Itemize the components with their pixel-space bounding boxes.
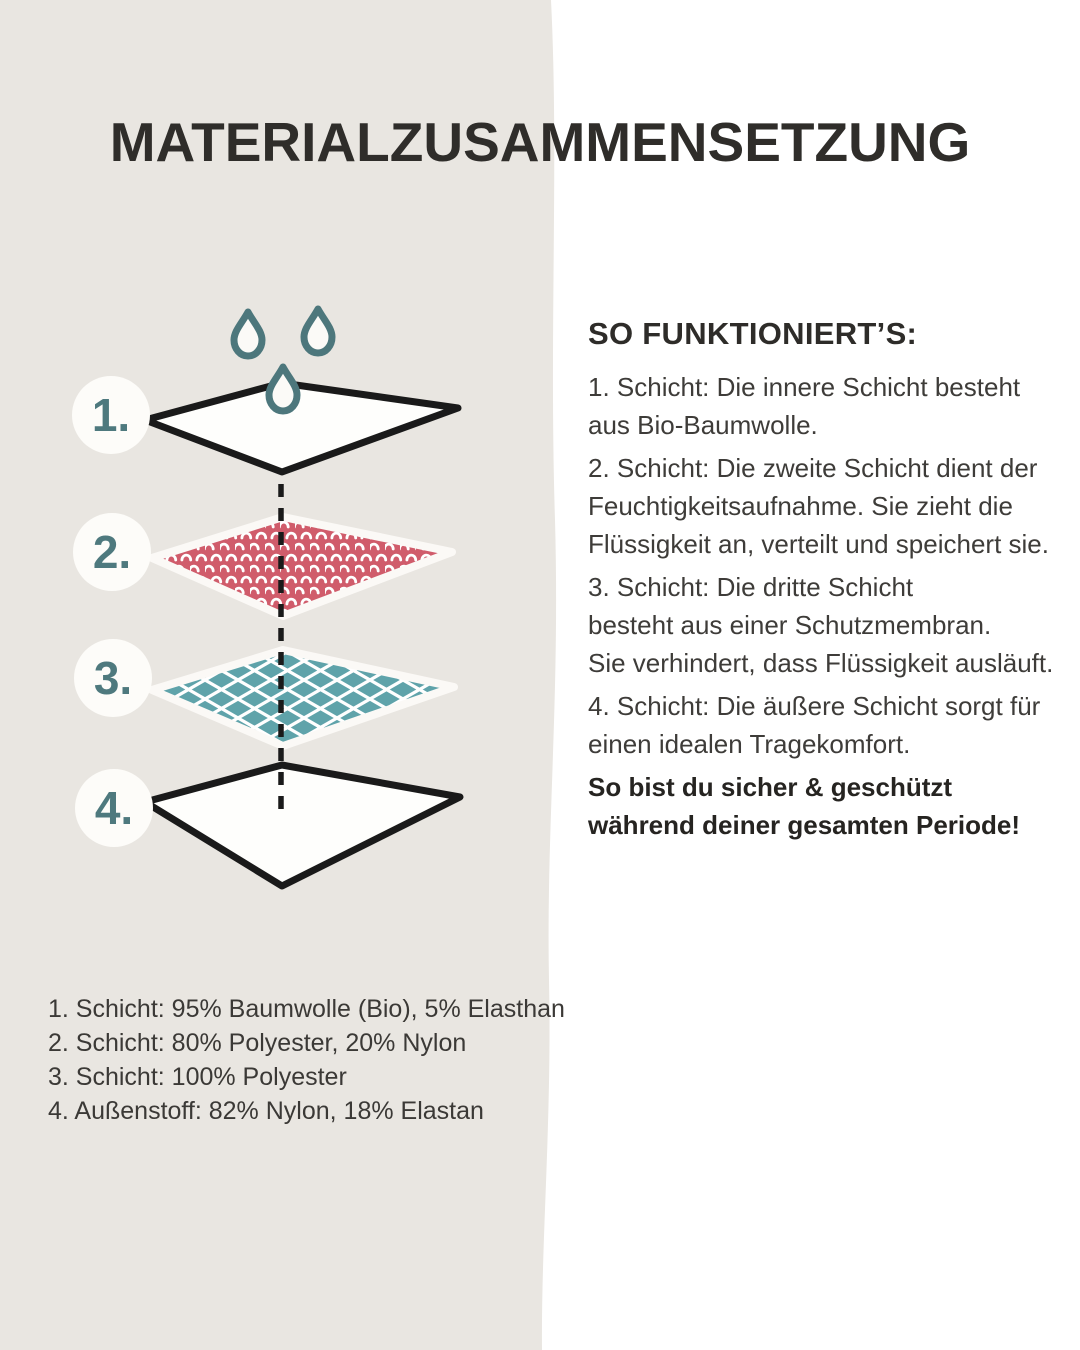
description-line: 2. Schicht: Die zweite Schicht dient der <box>588 453 1038 483</box>
how-it-works-section <box>588 316 1070 849</box>
badge-label-4: 4. <box>94 782 134 834</box>
layer-3-sheet <box>152 650 454 746</box>
description-line: besteht aus einer Schutzmembran. <box>588 610 992 640</box>
layer-1-sheet <box>145 383 458 472</box>
badge-label-3: 3. <box>93 652 133 704</box>
description-line: einen idealen Tragekomfort. <box>588 729 911 759</box>
layer-badges <box>72 376 153 847</box>
water-drop-icon <box>304 309 332 353</box>
layer-diagram <box>40 300 510 900</box>
description-line: 4. Schicht: Die äußere Schicht sorgt für <box>588 691 1041 721</box>
how-it-works-heading: SO FUNKTIONIERT’S: <box>588 316 918 351</box>
layer-4-sheet <box>145 765 460 886</box>
water-drop-icon <box>234 312 262 356</box>
highlight-line: So bist du sicher & geschützt <box>588 772 953 802</box>
composition-item: 2. Schicht: 80% Polyester, 20% Nylon <box>48 1029 467 1057</box>
badge-label-2: 2. <box>92 526 132 578</box>
description-line: aus Bio-Baumwolle. <box>588 410 818 440</box>
page-title: MATERIALZUSAMMENSETZUNG <box>109 111 971 173</box>
layer-3-description <box>588 568 1070 682</box>
layer-1-description <box>588 368 1070 444</box>
water-drop-icon <box>269 367 297 411</box>
description-line: 3. Schicht: Die dritte Schicht <box>588 572 914 602</box>
protection-highlight <box>588 768 1070 844</box>
composition-item: 3. Schicht: 100% Polyester <box>48 1063 347 1091</box>
description-line: 1. Schicht: Die innere Schicht besteht <box>588 372 1021 402</box>
layer-2-description <box>588 449 1070 563</box>
badge-label-1: 1. <box>91 389 131 441</box>
layer-2-sheet <box>152 517 452 616</box>
material-composition-list <box>48 992 568 1128</box>
composition-item: 1. Schicht: 95% Baumwolle (Bio), 5% Elasthan <box>48 995 565 1023</box>
description-line: Feuchtigkeitsaufnahme. Sie zieht die <box>588 491 1013 521</box>
description-line: Sie verhindert, dass Flüssigkeit ausläuft. <box>588 648 1054 678</box>
composition-item: 4. Außenstoff: 82% Nylon, 18% Elastan <box>48 1097 484 1125</box>
highlight-line: während deiner gesamten Periode! <box>588 810 1021 840</box>
layer-4-description <box>588 687 1070 763</box>
description-line: Flüssigkeit an, verteilt und speichert sie. <box>588 529 1049 559</box>
